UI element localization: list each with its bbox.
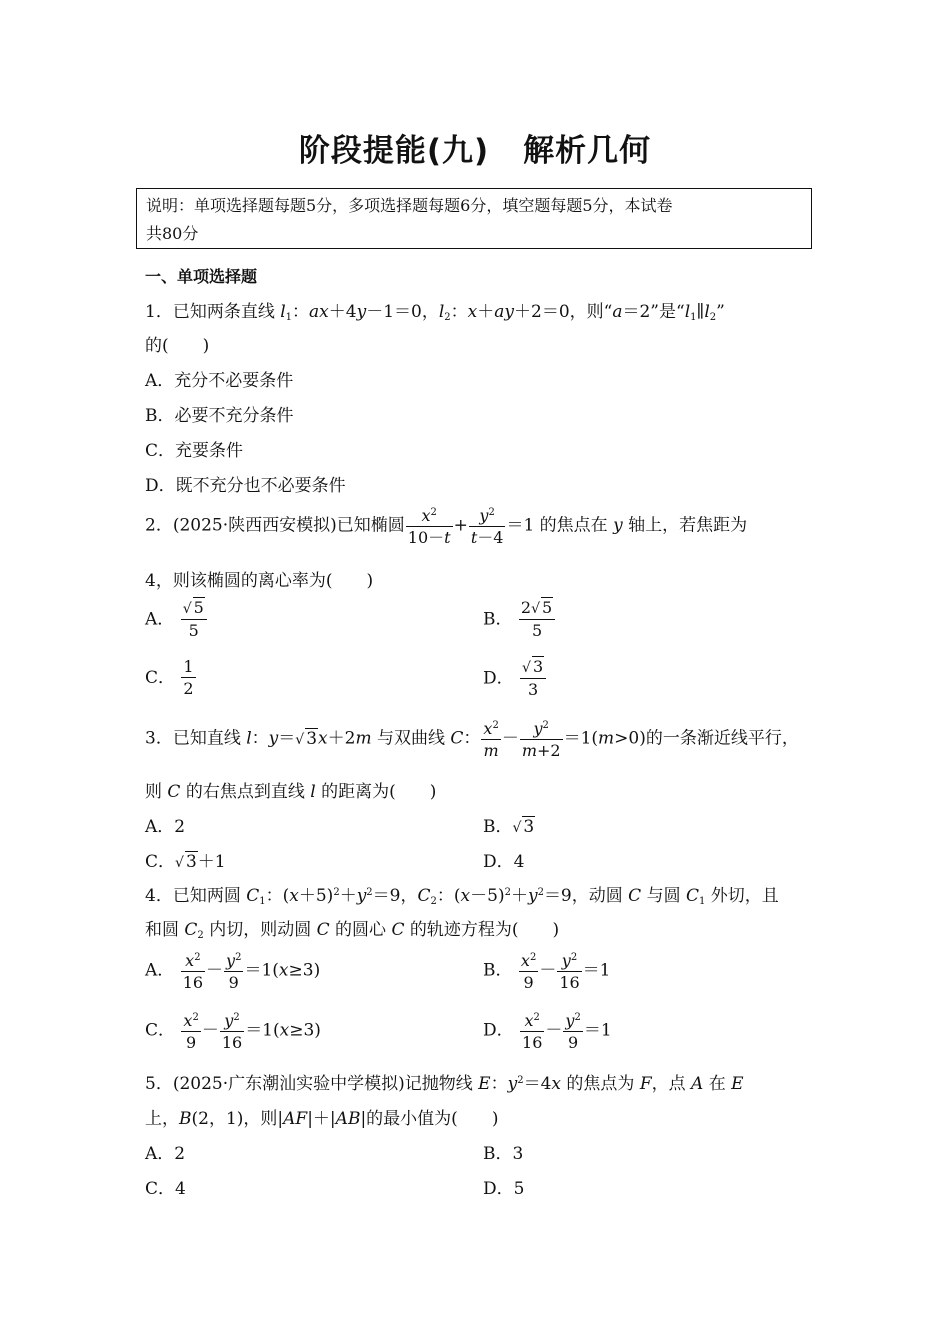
question-2-stem-cont: 4，则该椭圆的离心率为( ) [145,571,374,591]
q2-option-b: B． $\frac{2√ 5}{5}$ [483,598,556,642]
q4-option-d: D． $\frac{x^2}{16}$ － $\frac{y^2}{9}$ ＝1 [483,1008,612,1054]
q2-option-d: D． $\frac{√ 3}{3}$ [483,657,547,701]
q4-option-b: B． $\frac{x^2}{9}$ － $\frac{y^2}{16}$ ＝1 [483,948,611,994]
q4-option-c: C． $\frac{x^2}{9}$ － $\frac{y^2}{16}$ ＝1(x≥3) [145,1008,321,1054]
q5-source: (2025·广东潮汕实验中学模拟) [172,1074,405,1094]
question-4-stem-cont: 和圆 $C_2$ 内切，则动圆 C 的圆心 C 的轨迹方程为( ) [145,920,560,941]
section-heading: 一、单项选择题 [145,267,258,286]
question-1-stem-cont: 的( ) [145,336,210,356]
question-4-stem: 4．已知两圆 $C_1$：$(x+5)^2+y^2=9$，$C_2$：$(x-5)^2+y^2=9$，动圆 C 与圆 $C_1$ 外切，且 [145,886,779,907]
question-3-stem-cont: 则 C 的右焦点到直线 l 的距离为( ) [145,782,437,802]
question-3-stem: 3．已知直线 l：y＝√ 3x＋2m 与双曲线 C： $\frac{x^2}{m}$ － $\frac{y^2}{m+2}$ ＝1(m>0)的一条渐近线平行， [145,716,799,762]
q5-option-d: D．5 [483,1179,525,1199]
instruction-line-1: 说明：单项选择题每题5分，多项选择题每题6分，填空题每题5分，本试卷 [146,196,673,215]
question-2-stem: 2．(2025·陕西西安模拟)已知椭圆 $\frac{x^2}{10-t}$ + $\frac{y^2}{t-4}$ ＝1 的焦点在 y 轴上，若焦距为 [145,503,747,549]
q3-option-b: B．√ 3 [483,817,535,837]
q2-source: (2025·陕西西安模拟) [172,515,337,536]
title-main: 阶段提能(九) [298,133,490,169]
instruction-line-2: 共80分 [146,224,199,243]
question-5-stem: 5．(2025·广东潮汕实验中学模拟)记抛物线 E：$y^2=4x$ 的焦点为 F，点 A 在 E [145,1074,744,1094]
q2-option-c: C． $\frac{1}{2}$ [145,657,194,698]
q5-option-b: B．3 [483,1144,524,1164]
q1-option-d: D．既不充分也不必要条件 [145,476,346,496]
q4-option-a: A． $\frac{x^2}{16}$ － $\frac{y^2}{9}$ ＝1(x≥3) [145,948,320,994]
q1-option-b: B．必要不充分条件 [145,406,294,426]
q5-option-c: C．4 [145,1179,186,1199]
q3-option-c: C．√ 3＋1 [145,852,226,872]
q3-option-a: A．2 [145,817,186,837]
question-5-stem-cont: 上，B(2，1)，则|AF|＋|AB|的最小值为( ) [145,1109,499,1129]
instruction-box [136,188,812,249]
q3-option-d: D．4 [483,852,525,872]
question-1-stem: 1．已知两条直线 $l_1$：ax＋4y－1＝0，$l_2$：x＋ay＋2＝0，则“a＝2”是“$l_1\parallel l_2$” [145,302,725,323]
q5-option-a: A．2 [145,1144,186,1164]
q1-option-c: C．充要条件 [145,441,244,461]
page-title [0,125,950,170]
q1-option-a: A．充分不必要条件 [145,371,294,391]
title-topic: 解析几何 [523,133,652,169]
q2-option-a: A． $\frac{√ 5}{5}$ [145,598,208,642]
